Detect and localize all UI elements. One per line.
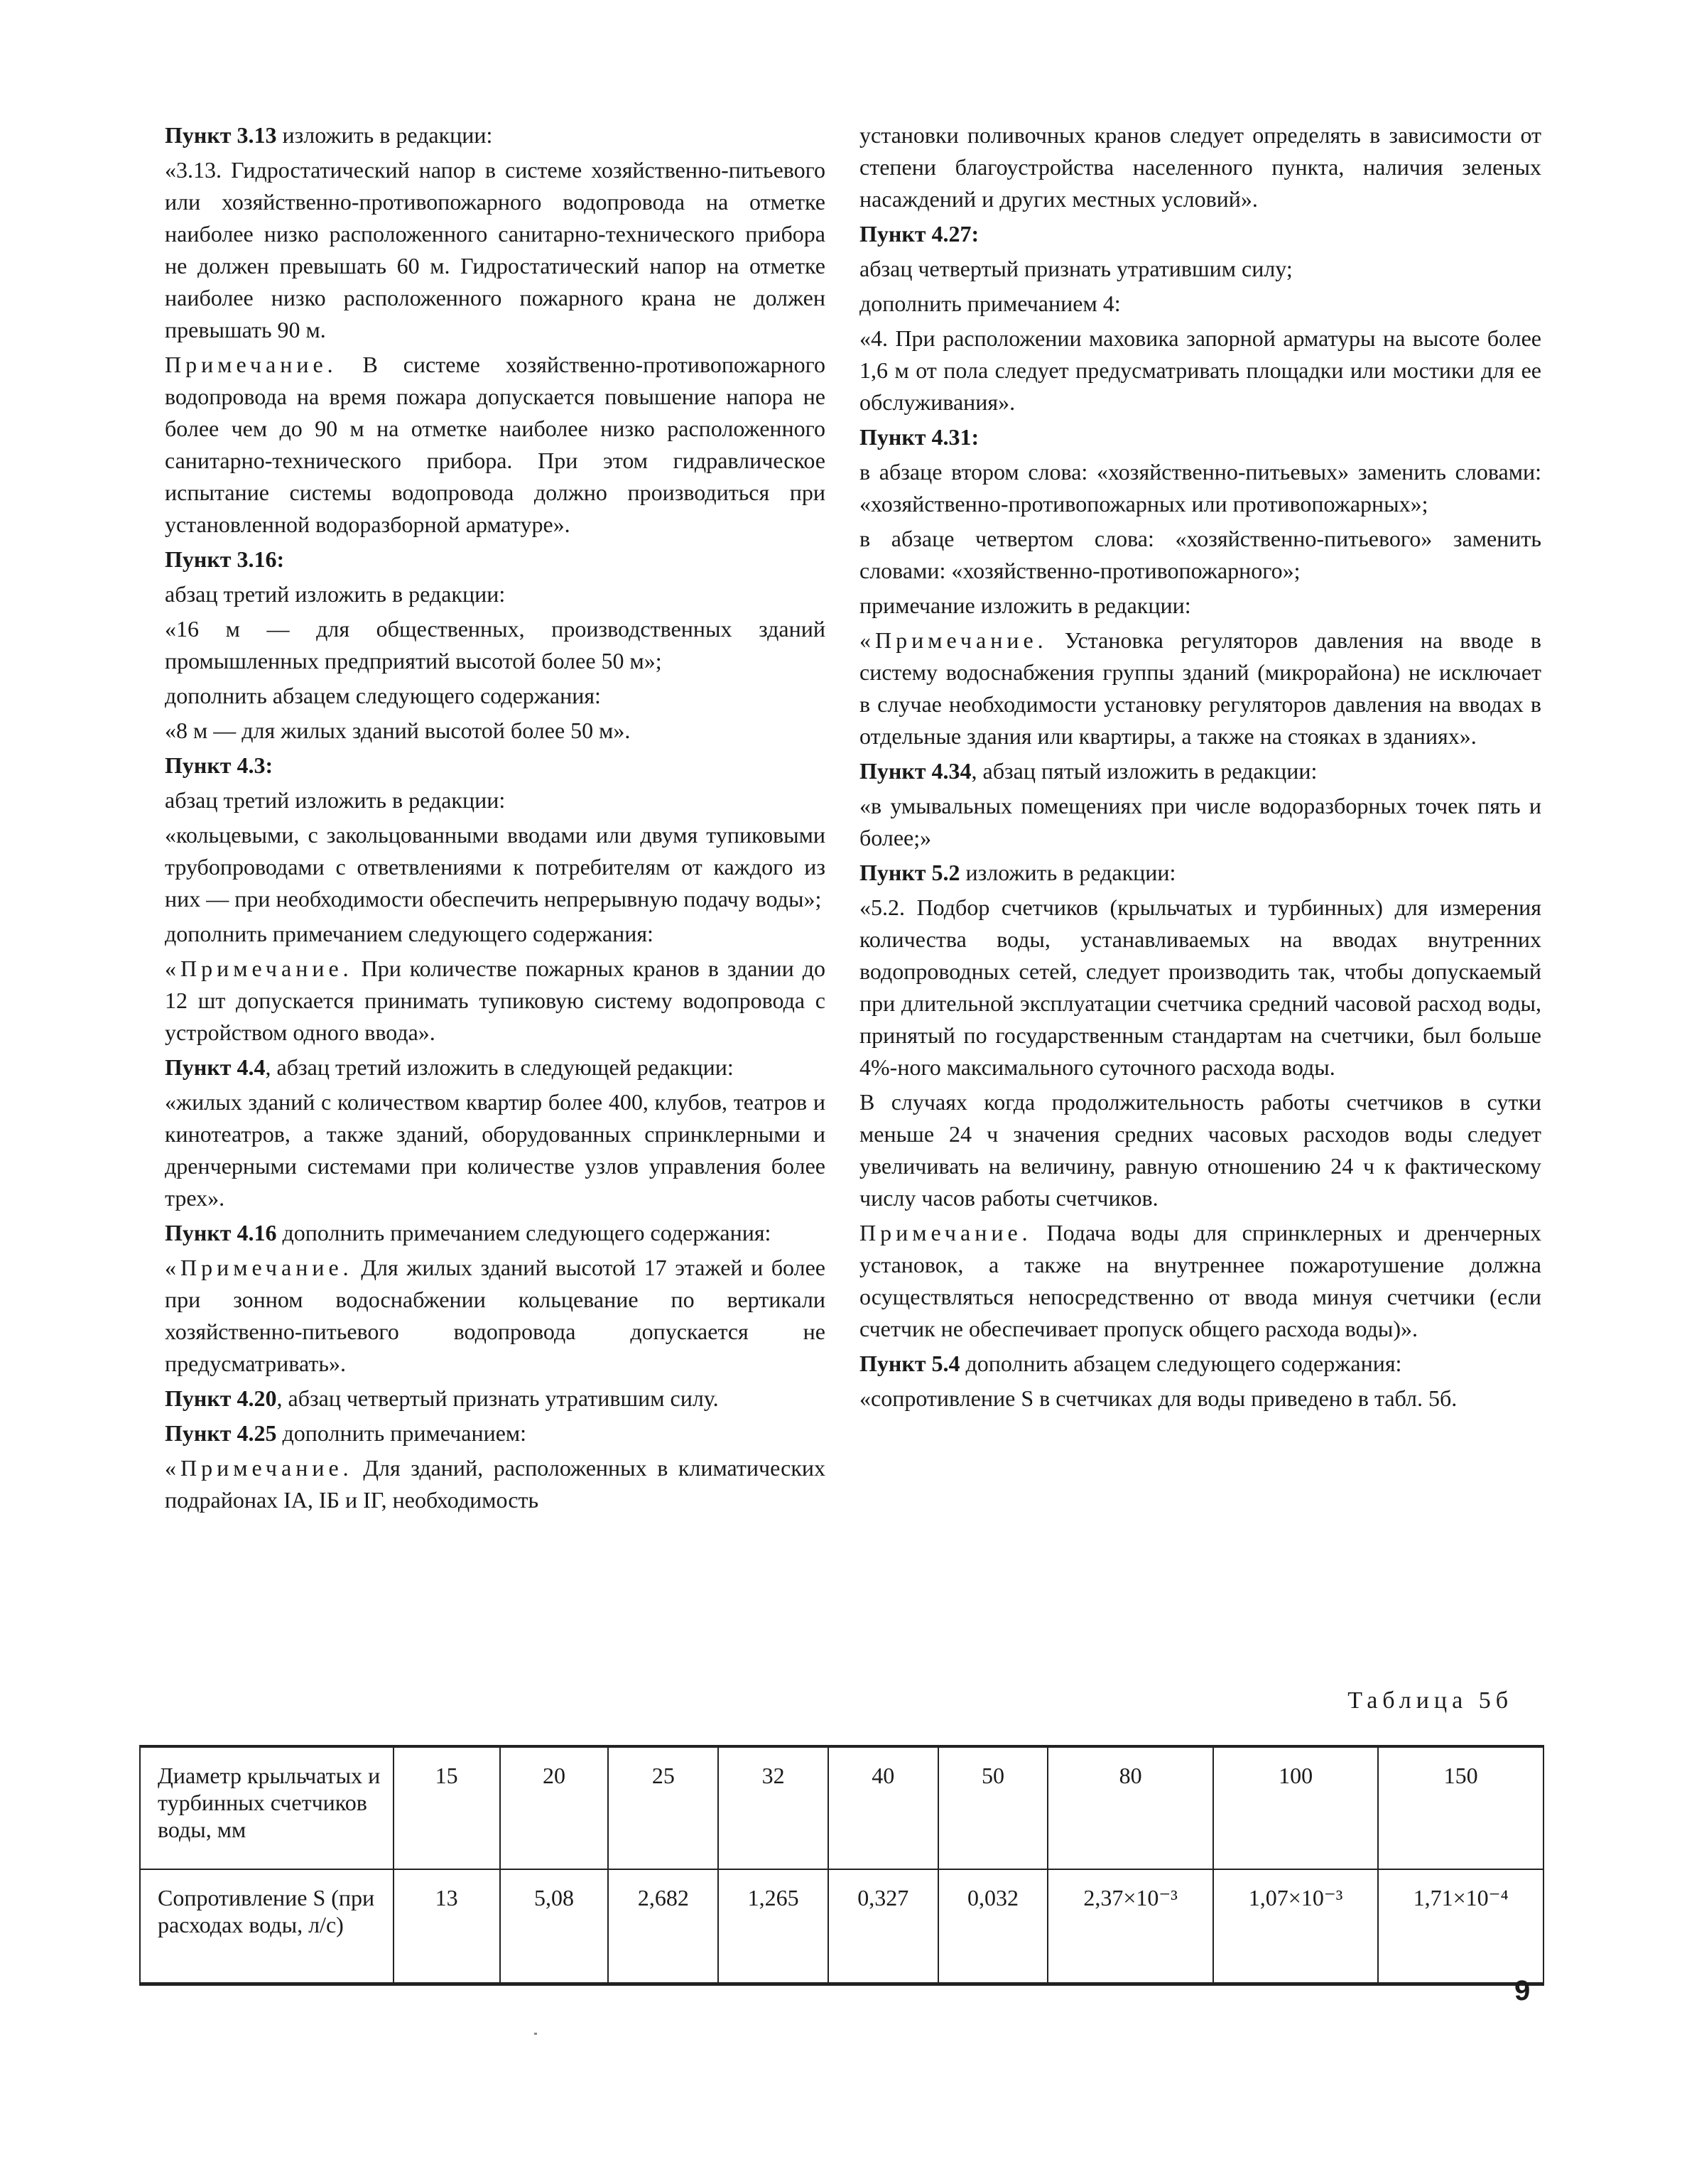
left-column [165, 119, 825, 1519]
table-row [140, 1746, 1543, 1869]
clause-ref: Пункт 4.31: [859, 424, 980, 450]
paragraph-text: в абзаце втором слова: «хозяйственно-питьевых» заменить словами: «хозяйственно-противопожарных или противопожарных»; [859, 459, 1541, 517]
paragraph-text: установки поливочных кранов следует определять в зависимости от степени благоустройства населенного пункта, наличия зеленых насаждений и других местных условий». [859, 122, 1541, 212]
paragraph-text: изложить в редакции: [960, 860, 1176, 885]
note-label: «Примечание. [165, 1455, 353, 1481]
right-column [859, 119, 1541, 1417]
paragraph-text: дополнить абзацем следующего содержания: [165, 683, 601, 708]
paragraph-text: «в умывальных помещениях при числе водоразборных точек пять и более;» [859, 793, 1541, 850]
paragraph-text: дополнить примечанием следующего содержания: [276, 1220, 771, 1245]
table-cell: 25 [608, 1746, 718, 1869]
clause-ref: Пункт 3.13 [165, 122, 277, 148]
paragraph [859, 421, 1541, 453]
table-cell: 2,682 [608, 1869, 718, 1984]
paragraph-text: в абзаце четвертом слова: «хозяйственно-питьевого» заменить словами: «хозяйственно-противопожарного»; [859, 526, 1541, 583]
speck [534, 2033, 537, 2035]
paragraph [165, 613, 825, 677]
paragraph-text: изложить в редакции: [276, 122, 493, 148]
paragraph-text: дополнить примечанием 4: [859, 291, 1121, 316]
paragraph-text: Подача воды для спринклерных и дренчерных установок, а также на внутреннее пожаротушение должна осуществляться непосредственно от ввода минуя счетчики (если счетчик не обеспечивает пропуск общего расхода воды)». [859, 1220, 1541, 1341]
paragraph-text: абзац третий изложить в редакции: [165, 581, 506, 607]
table-caption: Таблица 5б [1347, 1687, 1513, 1714]
table-cell: 1,265 [718, 1869, 828, 1984]
note-label: «Примечание. [859, 627, 1048, 653]
paragraph [859, 119, 1541, 215]
paragraph [165, 784, 825, 816]
table-cell: 150 [1378, 1746, 1543, 1869]
paragraph-text: Для жилых зданий высотой 17 этажей и более при зонном водоснабжении кольцевание по вертикали хозяйственно-питьевого водопровода допускается не предусматривать». [165, 1255, 825, 1376]
paragraph [165, 1417, 825, 1449]
paragraph-text: «3.13. Гидростатический напор в системе хозяйственно-питьевого или хозяйственно-противопожарного водопровода на отметке наиболее низко расположенного санитарно-технического прибора не должен превышать 60 м. Гидростатический напор на отметке наиболее низко расположенного пожарного крана не должен превышать 90 м. [165, 157, 825, 342]
paragraph [165, 715, 825, 747]
clause-ref: Пункт 4.25 [165, 1420, 277, 1446]
note-label: Примечание. [859, 1220, 1032, 1245]
clause-ref: Пункт 4.34 [859, 758, 972, 784]
table-cell: 32 [718, 1746, 828, 1869]
paragraph-text: «4. При расположении маховика запорной арматуры на высоте более 1,6 м от пола следует предусматривать площадки или мостики для ее обслуживания». [859, 325, 1541, 415]
table-5b [139, 1745, 1544, 1986]
table-cell: 20 [500, 1746, 609, 1869]
paragraph [859, 253, 1541, 285]
clause-ref: Пункт 4.20 [165, 1385, 277, 1411]
paragraph-text: «8 м — для жилых зданий высотой более 50 м». [165, 718, 631, 743]
clause-ref: Пункт 5.4 [859, 1351, 960, 1376]
paragraph [859, 1348, 1541, 1380]
paragraph [165, 953, 825, 1049]
paragraph [165, 1252, 825, 1380]
paragraph [165, 1086, 825, 1214]
paragraph [859, 1086, 1541, 1214]
paragraph [859, 523, 1541, 587]
table-cell: 2,37×10⁻³ [1048, 1869, 1212, 1984]
note-label: «Примечание. [165, 956, 353, 981]
paragraph [165, 1217, 825, 1249]
paragraph [859, 755, 1541, 787]
paragraph [165, 154, 825, 346]
paragraph-text: «жилых зданий с количеством квартир более 400, клубов, театров и кинотеатров, а также зданий, оборудованных спринклерными и дренчерными системами при количестве узлов управления более трех». [165, 1089, 825, 1211]
paragraph [165, 578, 825, 610]
paragraph-text: Установка регуляторов давления на вводе в систему водоснабжения группы зданий (микрорайона) не исключает в случае необходимости установку регуляторов давления на вводах в отдельные здания или квартиры, а также на стояках в зданиях». [859, 627, 1541, 749]
paragraph [165, 918, 825, 950]
paragraph [859, 1217, 1541, 1345]
clause-ref: Пункт 4.16 [165, 1220, 277, 1245]
paragraph-text: дополнить примечанием: [276, 1420, 527, 1446]
paragraph-text: «сопротивление S в счетчиках для воды приведено в табл. 5б. [859, 1385, 1458, 1411]
paragraph [165, 750, 825, 782]
clause-ref: Пункт 4.27: [859, 221, 980, 247]
paragraph [859, 456, 1541, 520]
paragraph [165, 349, 825, 541]
paragraph [859, 1383, 1541, 1415]
table-cell: 5,08 [500, 1869, 609, 1984]
paragraph [165, 1052, 825, 1083]
paragraph [859, 218, 1541, 250]
paragraph-text: Для зданий, расположенных в климатических подрайонах IА, IБ и IГ, необходимость [165, 1455, 825, 1513]
table-cell: 1,07×10⁻³ [1213, 1869, 1378, 1984]
paragraph [859, 892, 1541, 1083]
paragraph [165, 544, 825, 575]
table-cell: 40 [828, 1746, 938, 1869]
clause-ref: Пункт 4.4 [165, 1054, 266, 1080]
note-label: Примечание. [165, 352, 337, 377]
table-cell: 0,032 [938, 1869, 1048, 1984]
paragraph [165, 1383, 825, 1415]
clause-ref: Пункт 5.2 [859, 860, 960, 885]
table-row [140, 1869, 1543, 1984]
paragraph-text: «кольцевыми, с закольцованными вводами или двумя тупиковыми трубопроводами с ответвлениями к потребителям от каждого из них — при необходимости обеспечить непрерывную подачу воды»; [165, 822, 825, 912]
clause-ref: Пункт 4.3: [165, 752, 273, 778]
paragraph-text: абзац четвертый признать утратившим силу; [859, 256, 1293, 281]
table-cell: 80 [1048, 1746, 1212, 1869]
paragraph-text: , абзац пятый изложить в редакции: [971, 758, 1318, 784]
paragraph [165, 119, 825, 151]
table-cell: 1,71×10⁻⁴ [1378, 1869, 1543, 1984]
paragraph [859, 323, 1541, 418]
note-label: «Примечание. [165, 1255, 353, 1280]
table-cell: 100 [1213, 1746, 1378, 1869]
paragraph [165, 819, 825, 915]
paragraph [859, 857, 1541, 889]
paragraph-text: «16 м — для общественных, производственных зданий промышленных предприятий высотой более 50 м»; [165, 616, 825, 674]
paragraph-text: дополнить примечанием следующего содержания: [165, 921, 653, 946]
paragraph-text: абзац третий изложить в редакции: [165, 787, 506, 813]
clause-ref: Пункт 3.16: [165, 546, 285, 572]
paragraph-text: , абзац четвертый признать утратившим силу. [276, 1385, 719, 1411]
paragraph [165, 680, 825, 712]
paragraph-text: «5.2. Подбор счетчиков (крыльчатых и турбинных) для измерения количества воды, устанавливаемых на вводах внутренних водопроводных сетей, следует производить так, чтобы допускаемый при длительной эксплуатации счетчика средний часовой расход воды, принятый по государственным стандартам на счетчики, был больше 4%-ного максимального суточного расхода воды. [859, 894, 1541, 1080]
table-cell: 50 [938, 1746, 1048, 1869]
paragraph [165, 1452, 825, 1516]
paragraph [859, 625, 1541, 752]
table-cell: 15 [394, 1746, 500, 1869]
paragraph-text: примечание изложить в редакции: [859, 593, 1191, 618]
table-row-header: Сопротивление S (при расходах воды, л/с) [140, 1869, 394, 1984]
paragraph-text: В системе хозяйственно-противопожарного водопровода на время пожара допускается повышение напора не более чем до 90 м на отметке наиболее низко расположенного санитарно-технического прибора. При этом гидравлическое испытание системы водопровода должно производиться при установленной водоразборной арматуре». [165, 352, 825, 537]
paragraph-text: В случаях когда продолжительность работы счетчиков в сутки меньше 24 ч значения средних часовых расходов воды следует увеличивать на величину, равную отношению 24 ч к фактическому числу часов работы счетчиков. [859, 1089, 1541, 1211]
paragraph [859, 288, 1541, 320]
paragraph-text: При количестве пожарных кранов в здании до 12 шт допускается принимать тупиковую систему водопровода с устройством одного ввода». [165, 956, 825, 1045]
paragraph-text: дополнить абзацем следующего содержания: [960, 1351, 1402, 1376]
table-cell: 0,327 [828, 1869, 938, 1984]
paragraph [859, 590, 1541, 622]
paragraph [859, 790, 1541, 854]
table-cell: 13 [394, 1869, 500, 1984]
paragraph-text: , абзац третий изложить в следующей редакции: [265, 1054, 734, 1080]
table-row-header: Диаметр крыльчатых и турбинных счетчиков воды, мм [140, 1746, 394, 1869]
page-number: 9 [1514, 1975, 1531, 2006]
